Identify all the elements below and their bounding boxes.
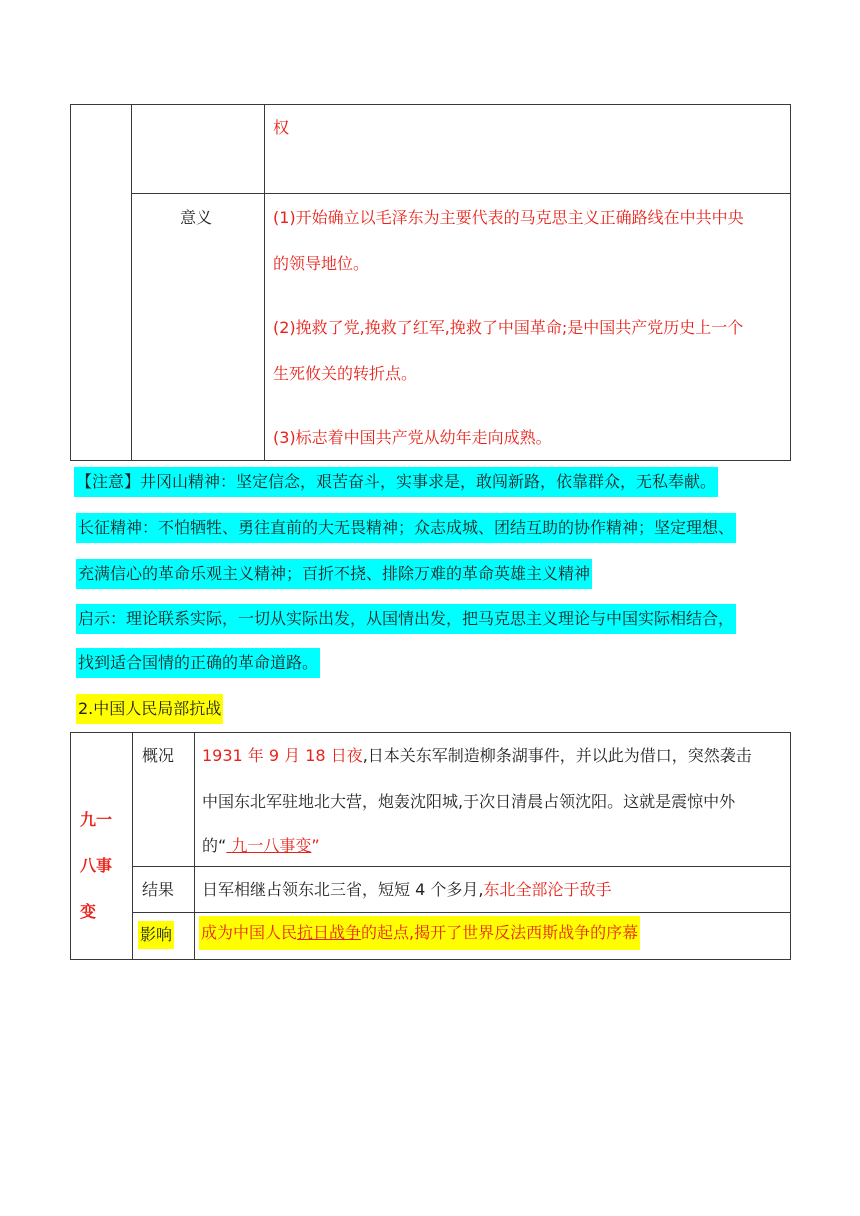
overview-label: 概况 xyxy=(142,746,175,765)
quote-close: ” xyxy=(311,836,320,855)
table-2-divider-col1 xyxy=(132,732,133,960)
impact-text-1: 成为中国人民 xyxy=(201,923,298,942)
result-text-highlight: 东北全部沦于敌手 xyxy=(483,880,612,899)
event-name-part-2: 八事 xyxy=(80,856,113,875)
table-1-divider-col1 xyxy=(131,104,132,461)
meaning-line-2: 的领导地位。 xyxy=(273,254,370,273)
meaning-line-1: (1)开始确立以毛泽东为主要代表的马克思主义正确路线在中共中央 xyxy=(273,208,744,227)
note-long-march-spirit-1: 长征精神：不怕牺牲、勇往直前的大无畏精神；众志成城、团结互助的协作精神；坚定理想、 xyxy=(76,513,736,543)
table-1-divider-row xyxy=(131,193,791,194)
meaning-label: 意义 xyxy=(180,208,213,227)
meaning-line-4: 生死攸关的转折点。 xyxy=(273,364,418,383)
note-inspiration-2: 找到适合国情的正确的革命道路。 xyxy=(76,648,320,678)
result-text xyxy=(202,880,611,900)
table-2-divider-col2 xyxy=(194,732,195,960)
result-label: 结果 xyxy=(142,880,175,899)
impact-text xyxy=(199,916,640,950)
event-name-part-1: 九一 xyxy=(80,810,113,829)
table-2-divider-row1 xyxy=(132,866,791,867)
note-jinggangshan-spirit: 【注意】井冈山精神：坚定信念，艰苦奋斗，实事求是，敢闯新路，依靠群众，无私奉献。 xyxy=(74,467,718,497)
impact-text-3: 的起点,揭开了世界反法西斯战争的序幕 xyxy=(361,923,639,942)
table-1-border xyxy=(70,104,791,461)
quote-open: 的“ xyxy=(202,836,227,855)
section-heading: 2.中国人民局部抗战 xyxy=(76,694,223,724)
event-name-part-3: 变 xyxy=(80,902,97,921)
table-2-divider-row2 xyxy=(132,912,791,913)
impact-text-2: 抗日战争 xyxy=(297,923,362,942)
overview-date: 1931 年 9 月 18 日夜 xyxy=(202,746,363,765)
overview-line-2: 中国东北军驻地北大营，炮轰沈阳城,于次日清晨占领沈阳。这就是震惊中外 xyxy=(202,792,736,811)
overview-line-1 xyxy=(202,746,752,766)
impact-label: 影响 xyxy=(138,921,174,949)
table-1-divider-col2 xyxy=(264,104,265,461)
note-long-march-spirit-2: 充满信心的革命乐观主义精神；百折不挠、排除万难的革命英雄主义精神 xyxy=(76,559,592,589)
overview-line-3 xyxy=(202,836,320,856)
note-inspiration-1: 启示：理论联系实际，一切从实际出发，从国情出发，把马克思主义理论与中国实际相结合， xyxy=(76,604,736,634)
meaning-line-3: (2)挽救了党,挽救了红军,挽救了中国革命;是中国共产党历史上一个 xyxy=(273,318,744,337)
meaning-line-5: (3)标志着中国共产党从幼年走向成熟。 xyxy=(273,428,552,447)
event-name-link: 九一八事变 xyxy=(226,836,312,855)
result-text-main: 日军相继占领东北三省，短短 4 个多月, xyxy=(202,880,484,899)
table-1-row1-content: 权 xyxy=(273,118,290,137)
overview-line-1-text: ,日本关东军制造柳条湖事件，并以此为借口，突然袭击 xyxy=(362,746,752,765)
